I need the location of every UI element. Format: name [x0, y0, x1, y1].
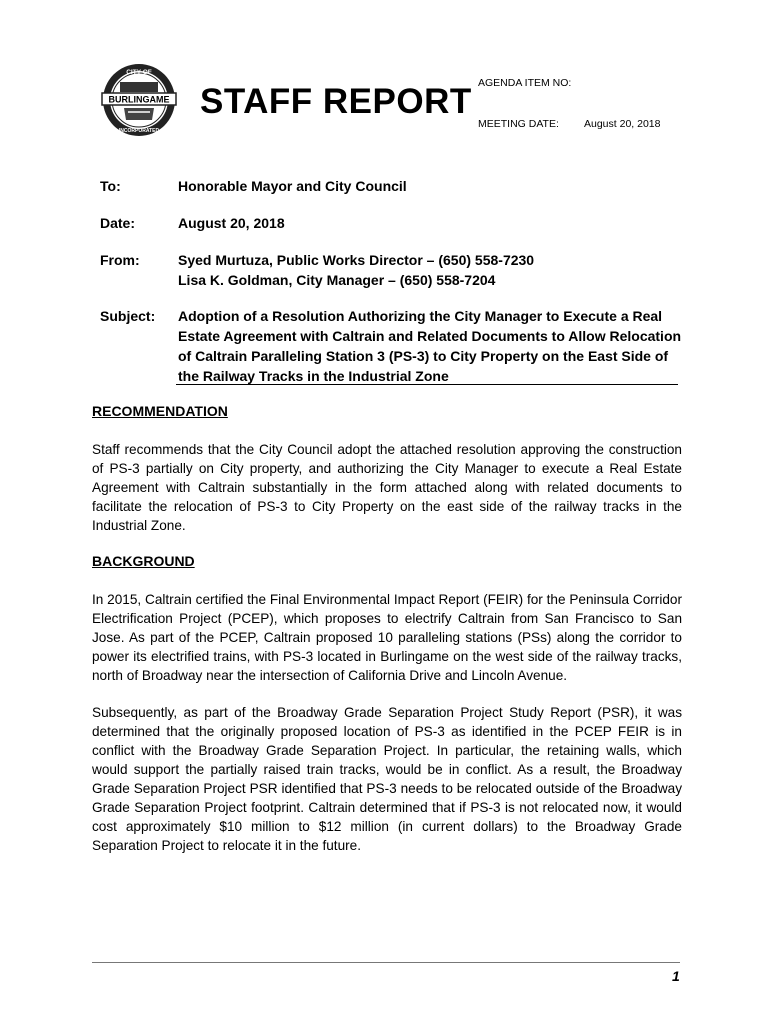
text-line: conflict with the Broadway Grade Separation Project. In particular, the retaining walls, which	[92, 743, 682, 758]
memo-subject-label: Subject:	[100, 308, 156, 324]
from-line: Lisa K. Goldman, City Manager – (650) 558-7204	[178, 272, 496, 288]
memo-to-label: To:	[100, 178, 121, 194]
memo-from-value	[178, 250, 678, 290]
subject-line: Adoption of a Resolution Authorizing the City Manager to Execute a Real	[178, 308, 663, 324]
memo-from-label: From:	[100, 252, 140, 268]
text-line: Staff recommends that the City Council adopt the attached resolution approving the construction	[92, 442, 682, 457]
text-line: determined that the originally proposed location of PS-3 as identified in the PCEP FEIR is in	[92, 724, 682, 739]
memo-date-label: Date:	[100, 215, 136, 231]
agenda-item-label: AGENDA ITEM NO:	[478, 77, 572, 89]
text-line: power its electrified trains, with PS-3 located in Burlingame on the west side of the railway tracks,	[92, 649, 682, 664]
memo-to-value: Honorable Mayor and City Council	[178, 178, 407, 194]
text-line: facilitate the relocation of PS-3 to City Property on the east side of the railway tracks in the	[92, 499, 682, 514]
background-heading: BACKGROUND	[92, 553, 195, 569]
memo-date-value: August 20, 2018	[178, 215, 285, 231]
footer-divider	[92, 962, 680, 963]
text-line: of PS-3 partially on City property, and authorizing the City Manager to execute a Real Estate	[92, 461, 682, 476]
text-line: Electrification Project (PCEP), which proposes to electrify Caltrain from San Francisco to San	[92, 611, 682, 626]
text-line: north of Broadway near the intersection of California Drive and Lincoln Avenue.	[92, 668, 568, 683]
text-line: Jose. As part of the PCEP, Caltrain proposed 10 paralleling stations (PSs) along the corridor to	[92, 630, 682, 645]
text-line: Separation Project to relocate it in the future.	[92, 838, 362, 853]
city-seal-logo	[98, 62, 180, 138]
recommendation-heading: RECOMMENDATION	[92, 403, 228, 419]
header-divider	[176, 384, 678, 385]
text-line: In 2015, Caltrain certified the Final Environmental Impact Report (FEIR) for the Peninsula Corridor	[92, 592, 682, 607]
recommendation-paragraph	[92, 440, 682, 535]
seal-name: BURLINGAME	[108, 94, 170, 105]
subject-line: the Railway Tracks in the Industrial Zone	[178, 368, 449, 384]
subject-line: of Caltrain Paralleling Station 3 (PS-3) to City Property on the East Side of	[178, 348, 669, 364]
seal-top-text: CITY OF	[126, 69, 152, 76]
text-line: cost approximately $10 million to $12 million (in current dollars) to the Broadway Grade	[92, 819, 682, 834]
seal-bottom-text: INCORPORATED	[118, 128, 160, 134]
text-line: Grade Separation Project footprint. Caltrain determined that if PS-3 is not relocated now, it would	[92, 800, 682, 815]
text-line: would support the partially raised train tracks, would be in conflict. As a result, the Broadway	[92, 762, 682, 777]
background-paragraph-2	[92, 703, 682, 855]
meeting-date-value: August 20, 2018	[584, 118, 661, 130]
page-title: STAFF REPORT	[200, 82, 472, 121]
text-line: Grade Separation Project PSR identified that PS-3 needs to be relocated outside of the Broadway	[92, 781, 682, 796]
text-line: Industrial Zone.	[92, 518, 186, 533]
subject-line: Estate Agreement with Caltrain and Related Documents to Allow Relocation	[178, 328, 682, 344]
from-line: Syed Murtuza, Public Works Director – (650) 558-7230	[178, 252, 535, 268]
text-line: Agreement with Caltrain substantially in the form attached along with related documents to	[92, 480, 682, 495]
page-number: 1	[672, 968, 680, 984]
text-line: Subsequently, as part of the Broadway Grade Separation Project Study Report (PSR), it was	[92, 705, 682, 720]
memo-subject-value	[178, 306, 682, 386]
meeting-date-label: MEETING DATE:	[478, 118, 559, 130]
background-paragraph-1	[92, 590, 682, 685]
